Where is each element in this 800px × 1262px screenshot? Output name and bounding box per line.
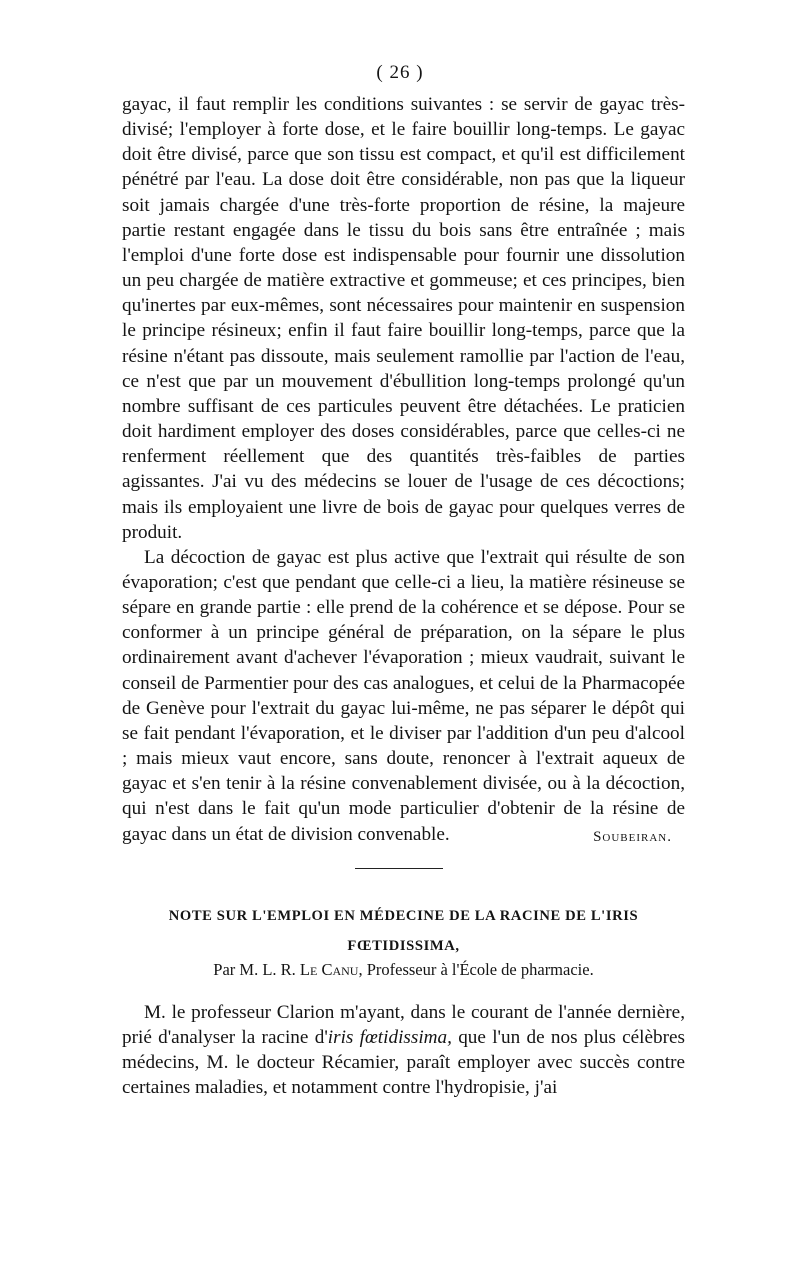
paragraph-3-start: M. le professeur Clarion m'ayant, dans le courant de l'année dernière, prié d'analyser la racine d' bbox=[122, 1002, 685, 1049]
article-title-line-1: NOTE SUR L'EMPLOI EN MÉDECINE DE LA RACINE DE L'IRIS bbox=[168, 908, 639, 924]
page-number: ( 26 ) bbox=[376, 62, 424, 83]
paragraph-3-end: que l'un de nos plus célèbres médecins, M. le docteur Récamier, paraît employer avec succès contre certaines maladies, et notamment contre l'hydropisie, j'ai bbox=[122, 1027, 685, 1099]
body-text-lower bbox=[122, 1000, 685, 1101]
article-byline bbox=[122, 960, 685, 980]
paragraph-2: La décoction de gayac est plus active que l'extrait qui résulte de son évaporation; c'est que pendant que celle-ci a lieu, la matière résineuse se sépare en grande partie : elle prend de la cohérence et se dépose. Pour se conformer à un principe général de préparation, on la sépare le plus ordinairement avant d'achever l'évaporation ; mieux vaudrait, suivant le conseil de Parmentier pour des cas analogues, et celui de la Pharmacopée de Genève pour l'extrait du gayac lui-même, ne pas séparer le dépôt qui se fait pendant l'évaporation, et le diviser par l'addition d'un peu d'alcool ; mais mieux vaut encore, sans doute, renoncer à l'extrait aqueux de gayac et s'en tenir à la résine convenablement divisée, ou à la décoction, qui n'est dans le fait qu'un mode particulier d'obtenir de la résine de gayac dans un état de division convenable. bbox=[122, 546, 685, 845]
section-divider bbox=[355, 868, 443, 869]
byline-prefix: Par M. L. R. bbox=[213, 960, 300, 979]
body-text-upper bbox=[122, 92, 685, 847]
article-title-line-2: FŒTIDISSIMA, bbox=[347, 938, 460, 954]
paragraph-1: gayac, il faut remplir les conditions suivantes : se servir de gayac très-divisé; l'employer à forte dose, et le faire bouillir long-temps. Le gayac doit être divisé, parce que son tissu est compact, et qu'il est difficilement pénétré par l'eau. La dose doit être considérable, non pas que la liqueur soit jamais chargée d'une très-forte proportion de résine, la majeure partie restant engagée dans le tissu du bois sans être entraînée ; mais l'emploi d'une forte dose est indispensable pour fournir une dissolution un peu chargée de matière extractive et gommeuse; et ces principes, bien qu'inertes par eux-mêmes, sont nécessaires pour maintenir en suspension le principe résineux; enfin il faut faire bouillir long-temps, parce que la résine n'étant pas dissoute, mais seulement ramollie par l'action de l'eau, ce n'est que par un mouvement d'ébullition long-temps prolongé qu'un nombre suffisant de ces particules peuvent être détachées. Le praticien doit hardiment employer des doses considérables, parce que celles-ci ne renferment réellement que des quantités très-faibles de parties agissantes. J'ai vu des médecins se louer de l'usage de ces décoctions; mais ils employaient une livre de bois de gayac pour quelques verres de produit. bbox=[122, 94, 685, 543]
byline-suffix: , Professeur à l'École de pharmacie. bbox=[358, 960, 594, 979]
plant-name-italic: iris fœtidissima, bbox=[327, 1027, 452, 1049]
author-signature: Soubeiran. bbox=[593, 829, 672, 845]
byline-author: Le Canu bbox=[299, 960, 359, 979]
paragraph-3 bbox=[122, 1000, 685, 1101]
article-title bbox=[122, 901, 685, 961]
